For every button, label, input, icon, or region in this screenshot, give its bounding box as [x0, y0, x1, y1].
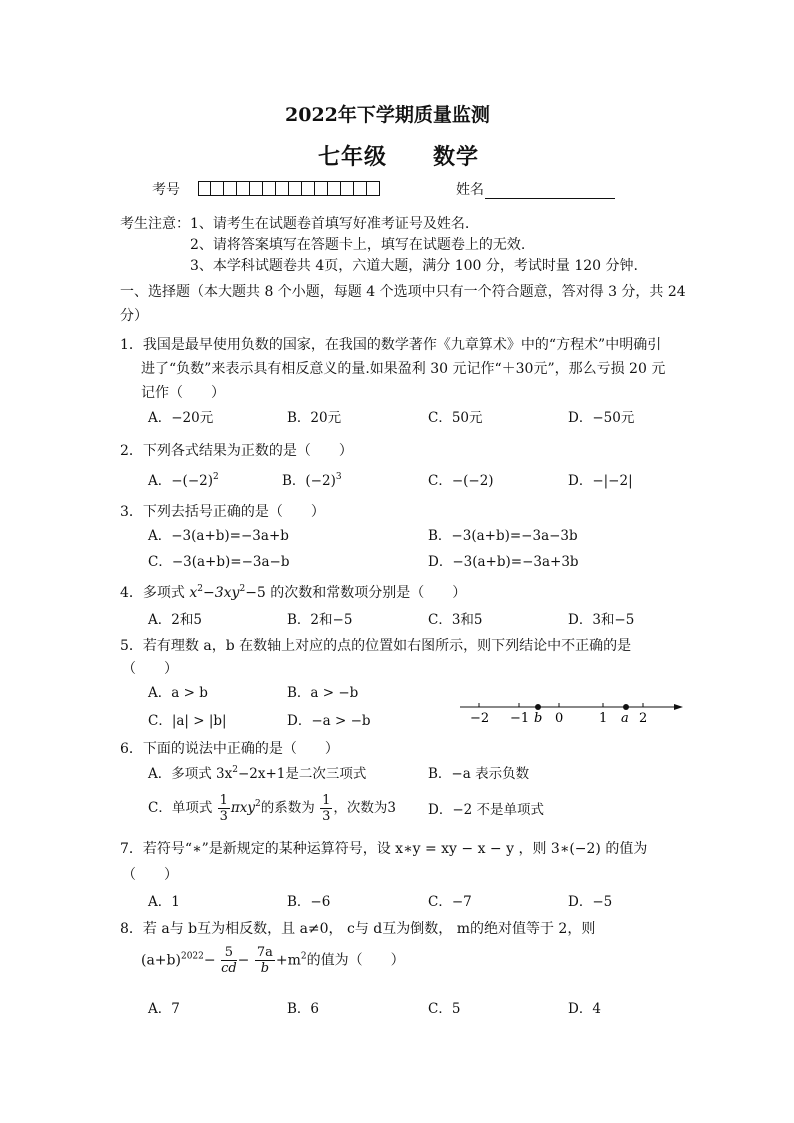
point-b-label: b [534, 711, 543, 726]
q7-option-c: C．−7 [428, 894, 472, 910]
section-heading: 一、选择题（本大题共 8 个小题，每题 4 个选项中只有一个符合题意，答对得 3 分，共 24 [120, 284, 686, 300]
q1-option-b: B．20元 [287, 410, 342, 426]
q2-option-a: A．$-(-2)^2$ [148, 472, 219, 489]
q2-option-d: D．−|−2| [568, 473, 633, 489]
q5-stem-line2: （ ） [122, 661, 178, 677]
q4-option-d: D．3和−5 [568, 612, 635, 628]
q1-stem-line1: 1．我国是最早使用负数的国家，在我国的数学著作《九章算术》中的“方程术”中明确引 [120, 337, 662, 353]
q6-stem: 6．下面的说法中正确的是（ ） [120, 741, 339, 757]
fraction-one-third: $\frac{1}{3}$ [219, 793, 228, 824]
q1-stem-line3: 记作（ ） [141, 385, 225, 401]
q6-option-d: D．−2 不是单项式 [428, 802, 545, 818]
section-heading-cont: 分） [120, 308, 148, 324]
q4-option-b: B．2和−5 [287, 612, 353, 628]
q6-option-c: C．单项式 $\frac{1}{3}$ πxy$^2$的系数为 $\frac{1}{3}$ ，次数为3 [148, 793, 396, 824]
q8-stem-line1: 8．若 a与 b互为相反数，且 a≠0， c与 d互为倒数， m的绝对值等于 2，则 [120, 921, 596, 937]
q4-option-c: C．3和5 [428, 612, 483, 628]
q1-option-c: C．50元 [428, 410, 483, 426]
point-a-dot [623, 704, 629, 710]
q4-stem: 4．多项式 $x^2-3xy^2-5$ 的次数和常数项分别是（ ） [120, 584, 467, 601]
q3-option-a: A．−3(a+b)=−3a+b [148, 528, 289, 544]
q7-option-d: D．−5 [568, 894, 613, 910]
name-field[interactable] [485, 182, 615, 199]
q3-stem: 3．下列去括号正确的是（ ） [120, 504, 325, 520]
axis-tick-label: 1 [599, 711, 608, 726]
q5-stem-line1: 5．若有理数 a，b 在数轴上对应的点的位置如右图所示，则下列结论中不正确的是 [120, 638, 632, 654]
notice-label: 考生注意： [120, 216, 190, 232]
q3-option-d: D．−3(a+b)=−3a+3b [428, 554, 579, 570]
exam-title: 2022年下学期质量监测 [285, 104, 490, 126]
q5-option-d: D．−a > −b [287, 713, 371, 729]
q5-option-a: A．a > b [148, 685, 208, 701]
exam-number-boxes[interactable] [198, 181, 380, 196]
number-line-arrow [674, 704, 683, 710]
q5-option-c: C．|a| > |b| [148, 713, 227, 729]
q5-option-b: B．a > −b [287, 685, 359, 701]
q7-option-a: A．1 [148, 894, 180, 910]
q3-option-b: B．−3(a+b)=−3a−3b [428, 528, 578, 544]
exam-number-label: 考号 [152, 182, 180, 198]
q3-option-c: C．−3(a+b)=−3a−b [148, 554, 290, 570]
q6-option-a: A．多项式 $3x^2-2x+1$是二次三项式 [148, 765, 367, 782]
notice-item-2: 2、请将答案填写在答题卡上，填写在试题卷上的无效. [190, 237, 526, 253]
q1-stem-line2: 进了“负数”来表示具有相反意义的量.如果盈利 30 元记作“＋30元”，那么亏损 20 元 [141, 361, 666, 377]
axis-tick-label: −2 [470, 711, 490, 726]
q6-option-b: B．−a 表示负数 [428, 766, 530, 782]
axis-tick-label: −1 [510, 711, 530, 726]
axis-tick-label: 0 [555, 711, 564, 726]
q8-option-d: D．4 [568, 1001, 601, 1017]
subject-title: 七年级 数学 [318, 144, 480, 170]
q8-option-b: B．6 [287, 1001, 320, 1017]
q4-option-a: A．2和5 [148, 612, 202, 628]
q7-option-b: B．−6 [287, 894, 331, 910]
q2-stem: 2．下列各式结果为正数的是（ ） [120, 443, 353, 459]
q1-option-a: A．−20元 [148, 410, 214, 426]
q7-stem-line2: （ ） [122, 867, 178, 883]
name-label: 姓名 [456, 182, 484, 198]
q8-option-c: C．5 [428, 1001, 461, 1017]
q7-stem-line1: 7．若符号“∗”是新规定的某种运算符号，设 x∗y = xy − x − y ，则 3∗(−2) 的值为 [120, 841, 648, 857]
point-a-label: a [621, 711, 629, 726]
q8-option-a: A．7 [148, 1001, 180, 1017]
q8-expression: $(a+b)^{2022}-$ $\frac{5}{cd}-$ $\frac{7a}{b}+m^2$的值为（ ） [141, 945, 405, 976]
fraction-one-third-2: $\frac{1}{3}$ [322, 793, 331, 824]
q2-option-c: C．−(−2) [428, 473, 494, 489]
notice-item-3: 3、本学科试题卷共 4页，六道大题，满分 100 分，考试时量 120 分钟. [190, 258, 638, 274]
point-b-dot [535, 704, 541, 710]
axis-tick-label: 2 [639, 711, 648, 726]
notice-item-1: 1、请考生在试题卷首填写好准考证号及姓名. [190, 216, 470, 232]
q1-option-d: D．−50元 [568, 410, 635, 426]
number-line-figure [455, 695, 690, 729]
q2-option-b: B．$(-2)^3$ [282, 472, 342, 489]
